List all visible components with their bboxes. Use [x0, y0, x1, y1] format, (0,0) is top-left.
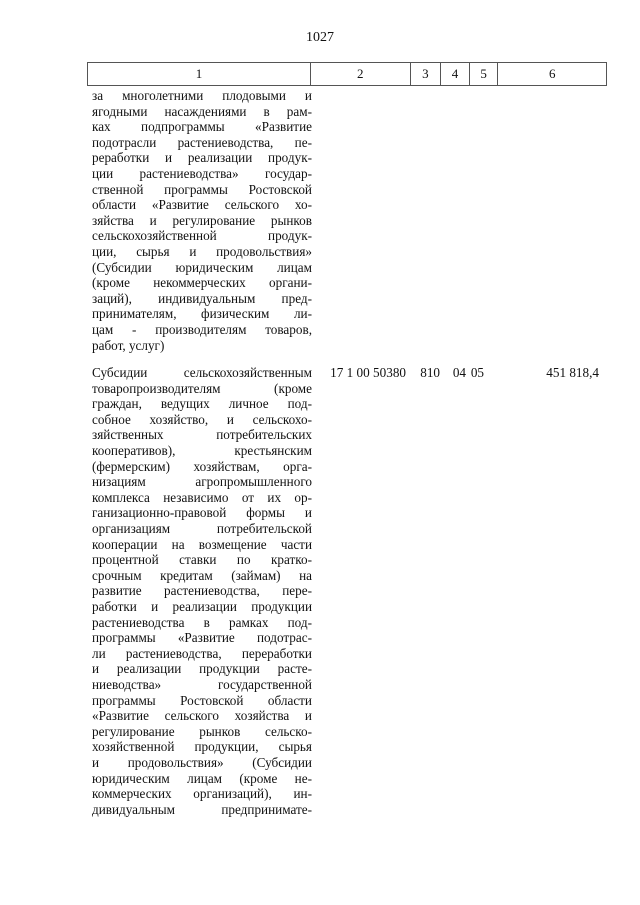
table-header — [87, 62, 607, 86]
row-code: 17 1 00 50380 — [330, 365, 406, 381]
text-line: хозяйственной продукции, сырья — [92, 739, 312, 755]
text-line: принимателям, физическим ли- — [92, 306, 312, 322]
text-line: ции, сырья и продовольствия» — [92, 243, 312, 259]
text-line: и продовольствия» (Субсидии — [92, 754, 312, 770]
text-line: юридическим лицам (кроме не- — [92, 770, 312, 786]
row-rz — [442, 86, 470, 353]
text-line: организациям потребительской — [92, 521, 312, 537]
text-line: кооперативов), крестьянским — [92, 443, 312, 459]
text-line: процентной ставки по кратко- — [92, 552, 312, 568]
text-line: ягодными насаждениями в рам- — [92, 103, 312, 119]
text-line: подотрасли растениеводства, пе- — [92, 134, 312, 150]
header-col-4: 4 — [440, 63, 469, 85]
text-line: области «Развитие сельского хо- — [92, 197, 312, 213]
header-col-1: 1 — [87, 63, 310, 85]
text-line: реработки и реализации продук- — [92, 150, 312, 166]
text-line: комплекса независимо от их ор- — [92, 489, 312, 505]
row-vr: 810 — [420, 365, 440, 381]
text-line: (Субсидии юридическим лицам — [92, 259, 312, 275]
text-line: (кроме некоммерческих органи- — [92, 275, 312, 291]
text-line: граждан, ведущих личное под- — [92, 396, 312, 412]
table-row — [87, 365, 607, 817]
row-rz: 04 — [452, 365, 466, 381]
text-line: ли растениеводства, переработки — [92, 645, 312, 661]
text-line: работ, услуг) — [92, 337, 165, 353]
text-line: заций), индивидуальным пред- — [92, 290, 312, 306]
text-line: регулирование рынков сельско- — [92, 723, 312, 739]
header-col-6: 6 — [497, 63, 607, 85]
row-amount: 451 818,4 — [546, 365, 599, 381]
text-line: низациям агропромышленного — [92, 474, 312, 490]
row-pr — [470, 86, 498, 353]
header-col-2: 2 — [310, 63, 410, 85]
header-col-3: 3 — [410, 63, 441, 85]
text-line: ции растениеводства» государ- — [92, 165, 312, 181]
text-line: сельскохозяйственной продук- — [92, 228, 312, 244]
row-vr — [412, 86, 442, 353]
text-line: и реализации продукции расте- — [92, 661, 312, 677]
row-description — [87, 365, 312, 817]
text-line: ках подпрограммы «Развитие — [92, 119, 312, 135]
text-line: зяйственных потребительских — [92, 427, 312, 443]
row-amount — [498, 86, 607, 353]
text-line: собное хозяйство, и сельскохо- — [92, 411, 312, 427]
header-col-5: 5 — [469, 63, 498, 85]
text-line: за многолетними плодовыми и — [92, 88, 312, 103]
text-line: Субсидии сельскохозяйственным — [92, 365, 312, 381]
text-line: зяйства и регулирование рынков — [92, 212, 312, 228]
text-line: кооперации на возмещение части — [92, 536, 312, 552]
text-line: программы «Развитие подотрас- — [92, 630, 312, 646]
table-row — [87, 86, 607, 353]
budget-table — [87, 62, 607, 817]
text-line: растениеводства в рамках под- — [92, 614, 312, 630]
row-code — [312, 86, 412, 353]
text-line: (фермерским) хозяйствам, орга- — [92, 458, 312, 474]
text-line: программы Ростовской области — [92, 692, 312, 708]
text-line: «Развитие сельского хозяйства и — [92, 708, 312, 724]
text-line: срочным кредитам (займам) на — [92, 567, 312, 583]
text-line: цам - производителям товаров, — [92, 321, 312, 337]
text-line: развитие растениеводства, пере- — [92, 583, 312, 599]
text-line: коммерческих организаций), ин- — [92, 786, 312, 802]
row-pr: 05 — [470, 365, 484, 381]
text-line: ственной программы Ростовской — [92, 181, 312, 197]
text-line: ганизационно-правовой формы и — [92, 505, 312, 521]
text-line: работки и реализации продукции — [92, 599, 312, 614]
row-description — [87, 86, 312, 353]
text-line: ниеводства» государственной — [92, 676, 312, 692]
text-line: товаропроизводителям (кроме — [92, 380, 312, 396]
page-number: 1027 — [306, 30, 334, 45]
text-line: дивидуальным предпринимате- — [92, 801, 312, 817]
